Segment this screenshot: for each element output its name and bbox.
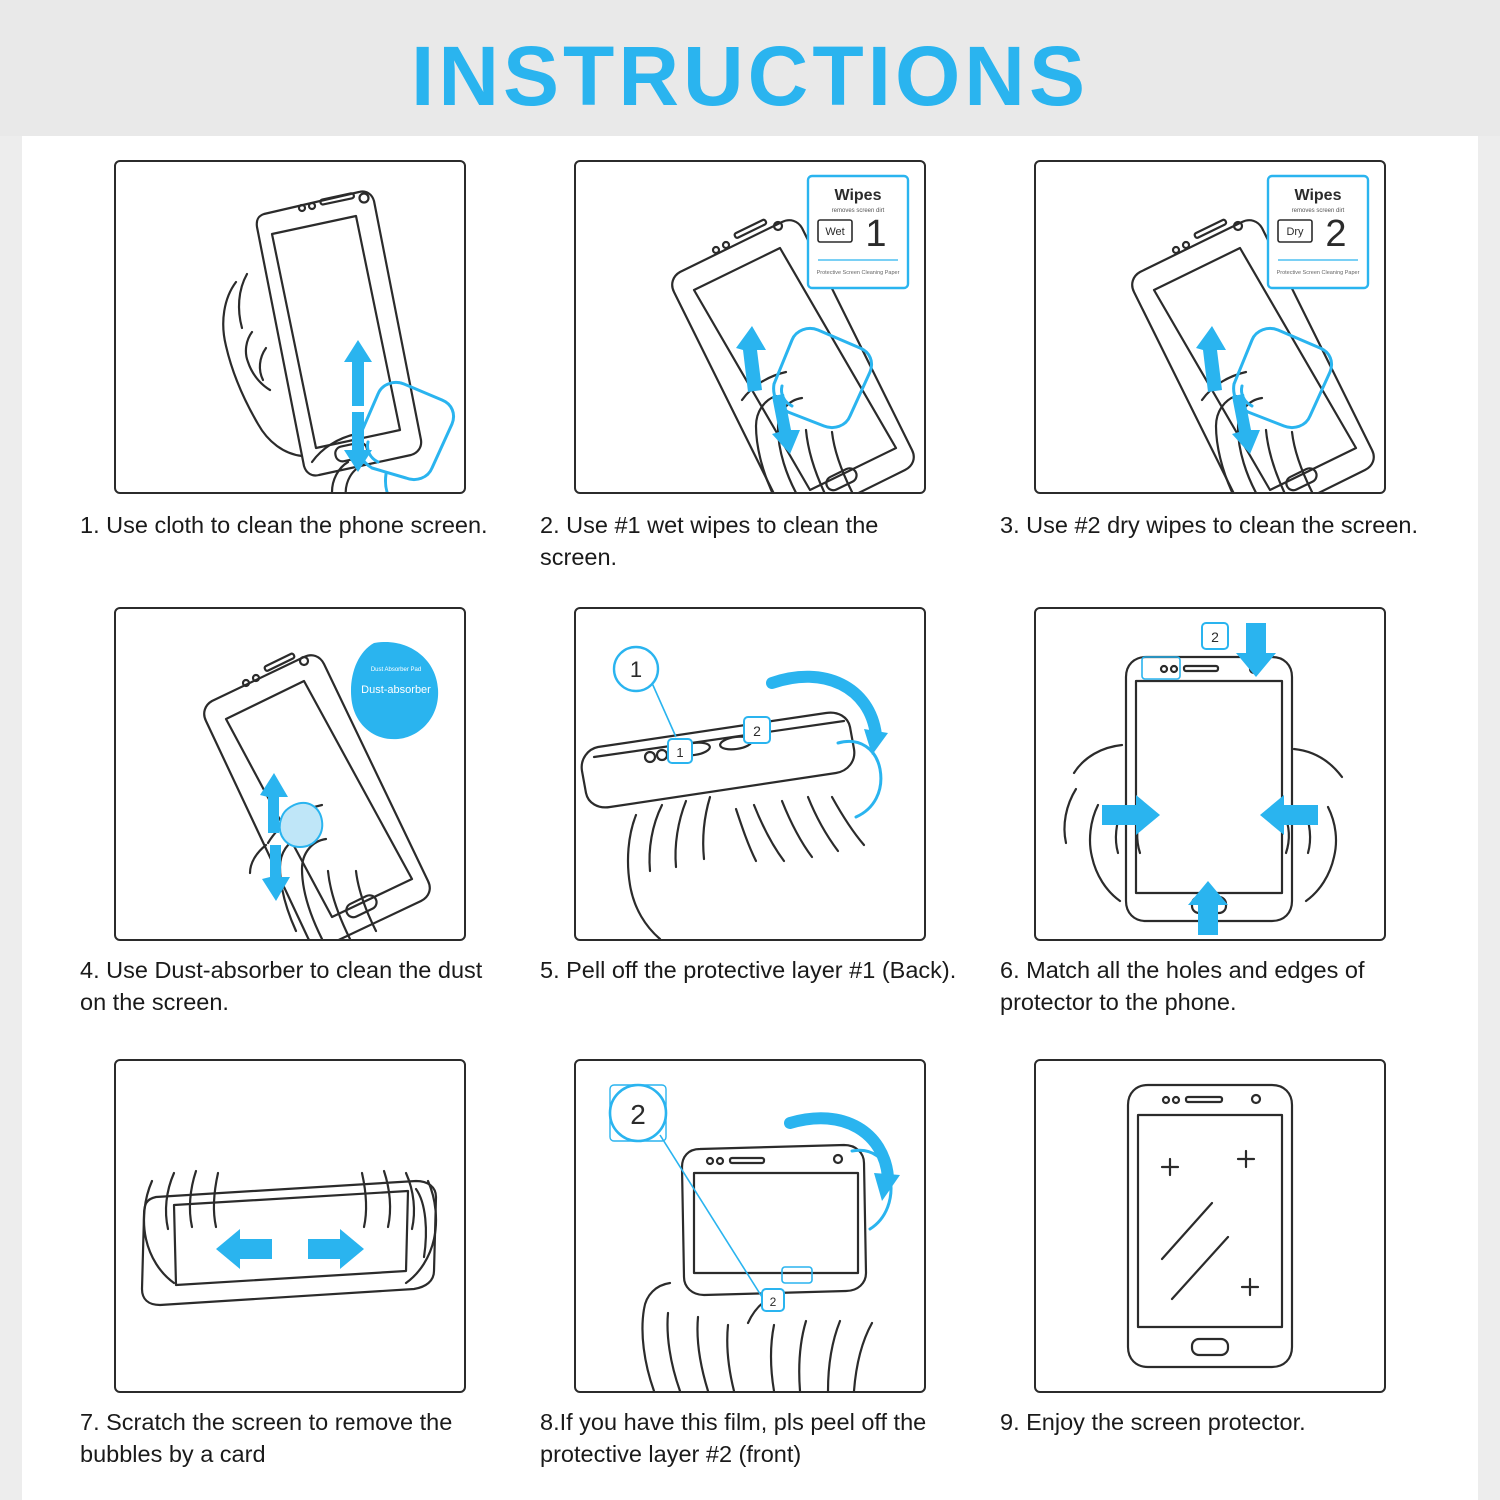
step-2 (520, 160, 980, 573)
right-edge-band (1478, 0, 1500, 1500)
step-4 (60, 607, 520, 1018)
wipes-packet-type: Wet (825, 226, 845, 238)
wipes-packet-footer: Protective Screen Cleaning Paper (1276, 270, 1360, 276)
wipes-packet-number: 2 (1325, 213, 1347, 255)
step-3 (980, 160, 1440, 573)
step-9 (980, 1059, 1440, 1470)
step-4-illustration (114, 607, 466, 941)
step-4-caption: 4. Use Dust-absorber to clean the dust on the screen. (80, 957, 483, 1016)
step-2-caption: 2. Use #1 wet wipes to clean the screen. (540, 512, 879, 570)
step-1-caption: 1. Use cloth to clean the phone screen. (80, 512, 488, 538)
dust-absorber-sticker-label: Dust-absorber (361, 684, 431, 697)
layer-tab-2-callout: 2 (630, 1098, 646, 1130)
wipes-packet-title: Wipes (834, 187, 882, 204)
steps-grid (60, 160, 1440, 1470)
step-7-illustration (114, 1059, 466, 1393)
step-1-illustration (114, 160, 466, 494)
step-5 (520, 607, 980, 1018)
step-3-caption: 3. Use #2 dry wipes to clean the screen. (1000, 512, 1418, 538)
step-8-illustration (574, 1059, 926, 1393)
wipes-packet-number: 1 (865, 213, 887, 255)
wipes-packet-type: Dry (1286, 226, 1304, 238)
layer-tab-2: 2 (769, 1294, 777, 1309)
steps-row-1 (60, 160, 1440, 573)
dust-absorber-sticker-top: Dust Absorber Pad (370, 667, 422, 674)
layer-tab-2: 2 (753, 723, 761, 740)
step-7-caption: 7. Scratch the screen to remove the bubbles by a card (80, 1408, 453, 1467)
step-6-illustration (1034, 607, 1386, 941)
step-5-caption: 5. Pell off the protective layer #1 (Back). (540, 957, 957, 984)
wipes-packet-subtitle: removes screen dirt (1291, 208, 1345, 214)
step-5-illustration (574, 607, 926, 941)
steps-row-3 (60, 1059, 1440, 1470)
page-title: INSTRUCTIONS (411, 29, 1089, 123)
wipes-packet-subtitle: removes screen dirt (831, 208, 885, 214)
layer-tab-1: 1 (676, 745, 684, 761)
step-3-illustration (1034, 160, 1386, 494)
step-8-caption: 8.If you have this film, pls peel off the protective layer #2 (front) (540, 1408, 927, 1467)
layer-tab-2: 2 (1211, 629, 1219, 646)
step-2-illustration (574, 160, 926, 494)
wipes-packet-footer: Protective Screen Cleaning Paper (816, 270, 900, 276)
layer-tab-1-callout: 1 (629, 657, 643, 683)
step-9-caption: 9. Enjoy the screen protector. (1000, 1408, 1306, 1435)
left-edge-band (0, 0, 22, 1500)
step-8 (520, 1059, 980, 1470)
step-1 (60, 160, 520, 573)
step-7 (60, 1059, 520, 1470)
wipes-packet-title: Wipes (1294, 187, 1342, 204)
step-9-illustration (1034, 1059, 1386, 1393)
step-6 (980, 607, 1440, 1018)
steps-row-2 (60, 607, 1440, 1018)
step-6-caption: 6. Match all the holes and edges of protector to the phone. (1000, 957, 1365, 1016)
